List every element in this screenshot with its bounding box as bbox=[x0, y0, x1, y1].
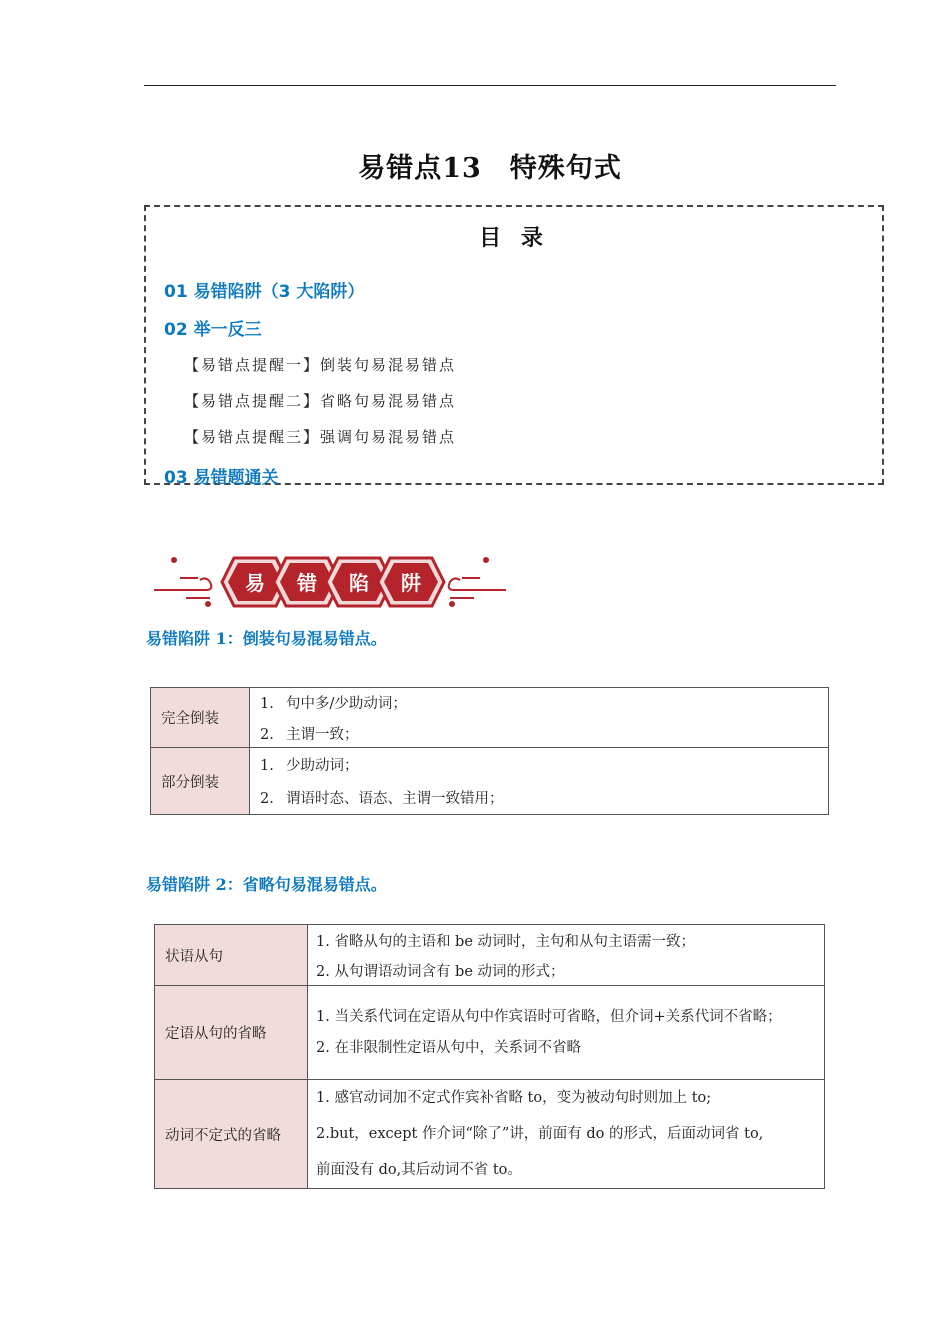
table-row bbox=[151, 748, 829, 815]
toc-item-ellipsis[interactable]: 【易错点提醒二】省略句易混易错点 bbox=[184, 392, 457, 410]
row-content bbox=[308, 925, 825, 986]
item-text: 少助动词； bbox=[286, 758, 359, 774]
table-row bbox=[151, 688, 829, 748]
toc-item-inversion[interactable]: 【易错点提醒一】倒装句易混易错点 bbox=[184, 356, 457, 374]
row-label: 定语从句的省略 bbox=[155, 986, 308, 1080]
row-content bbox=[308, 986, 825, 1080]
trap-2-table bbox=[154, 924, 825, 1189]
table-row bbox=[155, 986, 825, 1080]
trap-1-title: 易错陷阱 1：倒装句易混易错点。 bbox=[146, 629, 387, 648]
item-number: 2. bbox=[260, 726, 274, 743]
item-text: 1. 省略从句的主语和 be 动词时，主句和从句主语需一致； bbox=[316, 933, 696, 950]
row-label: 状语从句 bbox=[155, 925, 308, 986]
trap-1-table bbox=[150, 687, 829, 815]
table-row bbox=[155, 925, 825, 986]
item-text: 1. 当关系代词在定语从句中作宾语时可省略，但介词+关系代词不省略； bbox=[316, 1008, 782, 1025]
row-content bbox=[250, 688, 829, 748]
item-text: 句中多/少助动词； bbox=[286, 695, 407, 712]
right-swirl-ornament bbox=[449, 557, 506, 607]
item-text: 2.but，except 作介词“除了”讲，前面有 do 的形式，后面动词省 to, bbox=[316, 1126, 764, 1142]
page-title: 易错点13 特殊句式 bbox=[358, 153, 622, 184]
toc-section-exercises[interactable]: 03 易错题通关 bbox=[164, 468, 279, 488]
row-content bbox=[250, 748, 829, 815]
table-row bbox=[155, 1080, 825, 1189]
item-number: 1. bbox=[260, 695, 274, 712]
toc-heading: 目 录 bbox=[479, 226, 549, 251]
row-content bbox=[308, 1080, 825, 1189]
item-text: 前面没有 do,其后动词不省 to。 bbox=[316, 1162, 522, 1178]
left-swirl-ornament bbox=[154, 557, 211, 607]
item-text: 1. 感官动词加不定式作宾补省略 to，变为被动句时则加上 to; bbox=[316, 1090, 712, 1106]
toc-section-traps[interactable]: 01 易错陷阱（3 大陷阱） bbox=[164, 282, 365, 302]
header-rule bbox=[144, 85, 836, 86]
item-number: 1. bbox=[260, 758, 274, 774]
toc-section-examples[interactable]: 02 举一反三 bbox=[164, 320, 262, 340]
row-label: 部分倒装 bbox=[151, 748, 250, 815]
item-text: 2. 在非限制性定语从句中，关系词不省略 bbox=[316, 1039, 581, 1056]
trap-banner bbox=[150, 552, 510, 612]
table-of-contents bbox=[144, 205, 884, 488]
banner-char-2: 错 bbox=[297, 571, 317, 595]
row-label: 完全倒装 bbox=[151, 688, 250, 748]
item-text: 主谓一致； bbox=[286, 726, 359, 743]
trap-2-title: 易错陷阱 2：省略句易混易错点。 bbox=[146, 875, 387, 894]
banner-char-4: 阱 bbox=[401, 571, 421, 595]
banner-char-1: 易 bbox=[245, 571, 265, 595]
toc-item-emphasis[interactable]: 【易错点提醒三】强调句易混易错点 bbox=[184, 428, 457, 446]
banner-char-3: 陷 bbox=[349, 571, 369, 595]
row-label: 动词不定式的省略 bbox=[155, 1080, 308, 1189]
item-number: 2. bbox=[260, 791, 274, 807]
item-text: 谓语时态、语态、主谓一致错用； bbox=[286, 791, 504, 807]
item-text: 2. 从句谓语动词含有 be 动词的形式； bbox=[316, 963, 565, 980]
